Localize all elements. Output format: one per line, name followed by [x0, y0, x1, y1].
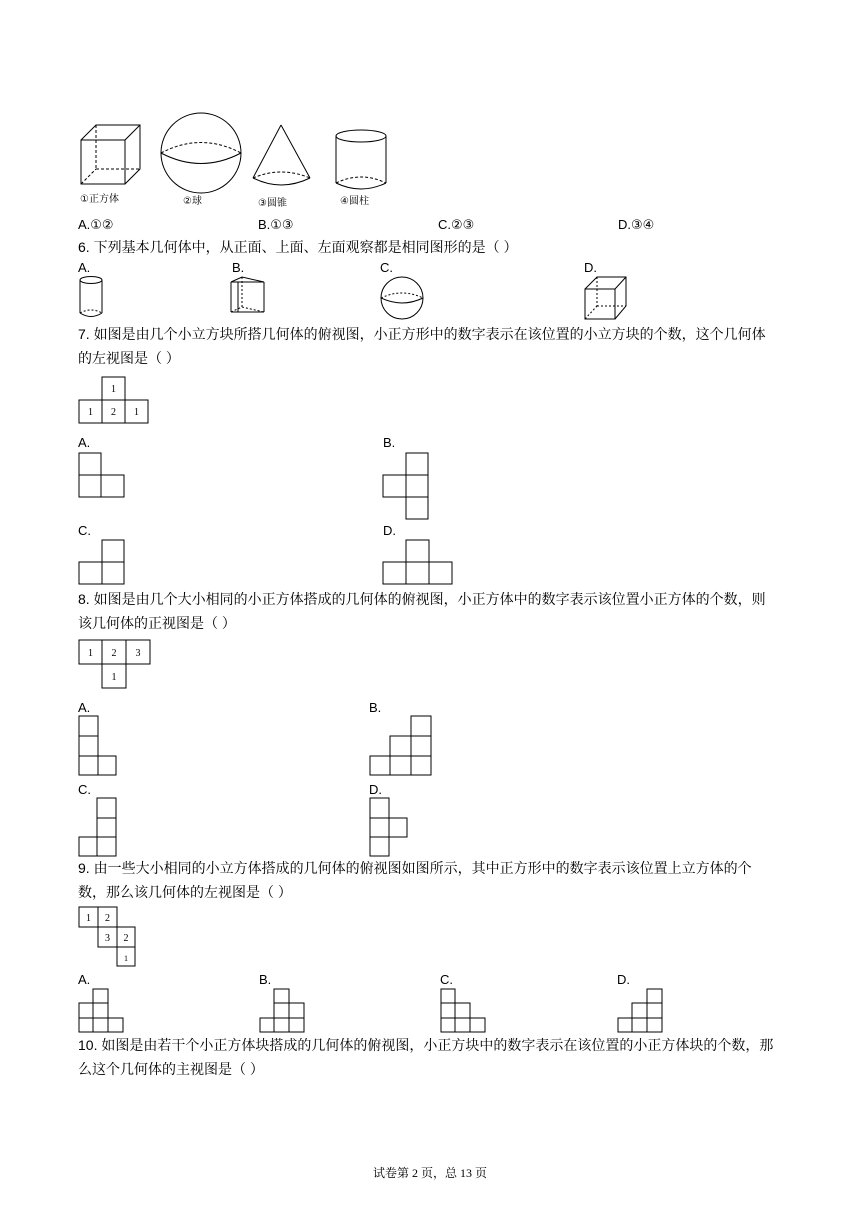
q9-option-a[interactable]: A.: [78, 972, 91, 987]
q8-stem: 8. 如图是由几个大小相同的小正方体搭成的几何体的俯视图，小正方体中的数字表示该位置小正方体的个数，则该几何体的正视图是（ ）: [78, 591, 766, 631]
q9-grid-number: 1: [124, 954, 128, 963]
q7-option-b-figure: [382, 452, 430, 521]
cone-figure: [252, 124, 312, 188]
q5-option-b[interactable]: B.①③: [258, 217, 294, 232]
q7-grid-number: 1: [134, 407, 139, 418]
q8-option-d[interactable]: D.: [369, 782, 382, 797]
q8-option-d-figure: [369, 797, 409, 859]
q6-option-d[interactable]: D.: [584, 260, 597, 275]
q9-top-view-grid: [78, 906, 138, 968]
q9-grid-number: 3: [105, 933, 110, 944]
q7-grid-number: 1: [111, 384, 116, 395]
q7-option-a-figure: [78, 452, 126, 498]
q9-option-d[interactable]: D.: [617, 972, 630, 987]
q9-option-b[interactable]: B.: [259, 972, 272, 987]
q7-option-d-figure: [382, 539, 454, 586]
q8-option-b[interactable]: B.: [369, 700, 382, 715]
q7-option-a[interactable]: A.: [78, 435, 91, 450]
q9-grid-number: 2: [123, 933, 129, 944]
q9-grid-number: 1: [86, 913, 91, 924]
q8-option-a-figure: [78, 715, 118, 777]
q8-grid-number: 1: [111, 672, 117, 683]
q7-top-view-grid: [78, 376, 150, 424]
q8-option-a[interactable]: A.: [78, 700, 91, 715]
q7-grid-number: 2: [111, 407, 116, 418]
q8-option-c-figure: [78, 797, 118, 859]
q9-option-c-figure: [440, 988, 488, 1034]
q8-grid-number: 1: [88, 648, 93, 659]
q6-option-c[interactable]: C.: [380, 260, 393, 275]
sphere-figure: [160, 112, 242, 194]
cylinder-label: ④圆柱: [340, 196, 369, 207]
page-footer: 试卷第 2 页，总 13 页: [372, 1166, 487, 1180]
q9-option-c[interactable]: C.: [440, 972, 453, 987]
q10-stem: 10. 如图是由若干个小正方体块搭成的几何体的俯视图，小正方块中的数字表示在该位置的小正方体块的个数，那么这个几何体的主视图是（ ）: [78, 1037, 774, 1077]
cube-label: ①正方体: [80, 194, 119, 205]
q9-stem: 9. 由一些大小相同的小立方体搭成的几何体的俯视图如图所示，其中正方形中的数字表示该位置上立方体的个数，那么该几何体的左视图是（ ）: [78, 860, 752, 900]
q6-sphere-figure: [380, 276, 424, 320]
cylinder-figure: [334, 128, 390, 192]
q9-option-a-figure: [78, 988, 126, 1034]
q6-prism-figure: [230, 276, 266, 320]
q8-option-c[interactable]: C.: [78, 782, 91, 797]
q6-stem: 6. 下列基本几何体中，从正面、上面、左面观察都是相同图形的是（ ）: [78, 239, 518, 255]
q7-option-d[interactable]: D.: [383, 523, 396, 538]
q8-grid-number: 3: [135, 648, 141, 659]
q5-option-a[interactable]: A.①②: [78, 217, 114, 232]
q6-option-b[interactable]: B.: [232, 260, 245, 275]
q7-option-b[interactable]: B.: [383, 435, 396, 450]
q7-option-c-figure: [78, 539, 126, 586]
sphere-label: ②球: [183, 196, 202, 207]
q5-option-c[interactable]: C.②③: [438, 217, 475, 232]
q9-option-d-figure: [617, 988, 665, 1034]
q7-stem: 7. 如图是由几个小立方块所搭几何体的俯视图，小正方形中的数字表示在该位置的小立方块的个数，这个几何体的左视图是（ ）: [78, 326, 766, 366]
q5-option-d[interactable]: D.③④: [618, 217, 655, 232]
q9-grid-number: 2: [105, 913, 110, 924]
q8-grid-number: 2: [111, 648, 117, 659]
q7-option-c[interactable]: C.: [78, 523, 91, 538]
q7-grid-number: 1: [88, 407, 93, 418]
q6-option-a[interactable]: A.: [78, 260, 91, 275]
q6-cylinder-figure: [79, 276, 105, 318]
q6-cube-figure: [584, 276, 628, 320]
cone-label: ③圆锥: [258, 198, 287, 209]
cube-figure: [80, 124, 142, 186]
q8-top-view-grid: [78, 639, 152, 689]
q8-option-b-figure: [369, 715, 433, 777]
q9-option-b-figure: [259, 988, 307, 1034]
